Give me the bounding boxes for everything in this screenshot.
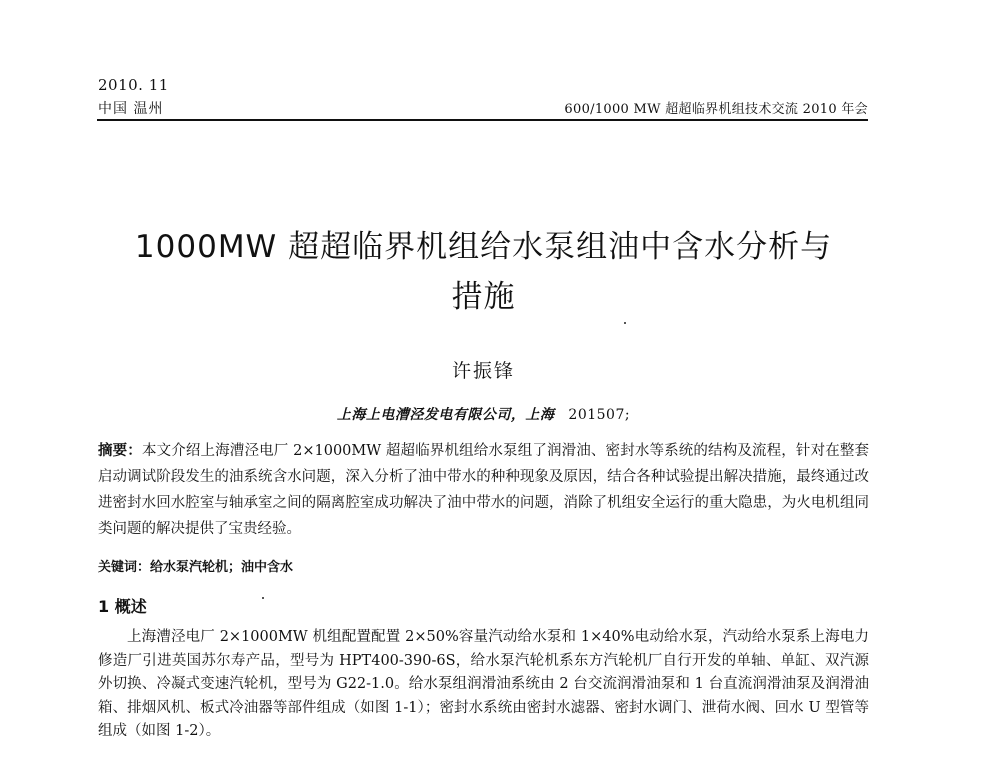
section-paragraph-overview: 上海漕泾电厂 2×1000MW 机组配置配置 2×50%容量汽动给水泵和 1×40%电动给水泵，汽动给水泵系上海电力修造厂引进英国苏尔寿产品，型号为 HPT400-390-6S，给水泵汽轮机系东方汽轮机厂自行开发的单轴、单缸、双汽源外切换、冷凝式变速汽轮机，型号为 G22-1.0。给水泵组润滑油系统由 2 台交流润滑油泵和 1 台直流润滑油泵及润滑油箱、排烟风机、板式冷油器等部件组成（如图 1-1）；密封水系统由密封水滤器、密封水调门、泄荷水阀、回水 U 型管等组成（如图 1-2）。 <box>98 629 869 739</box>
scan-speck <box>624 322 626 324</box>
abstract-label: 摘要： <box>98 442 142 459</box>
paper-title-line-1: 1000MW 超超临界机组给水泵组油中含水分析与 <box>134 229 833 265</box>
abstract <box>98 438 869 542</box>
header-rule <box>97 119 868 121</box>
keywords-text: 给水泵汽轮机；油中含水 <box>150 560 294 575</box>
abstract-text: 本文介绍上海漕泾电厂 2×1000MW 超超临界机组给水泵组了润滑油、密封水等系统的结构及流程，针对在整套启动调试阶段发生的油系统含水问题，深入分析了油中带水的种种现象及原因，结合各种试验提出解决措施，最终通过改进密封水回水腔室与轴承室之间的隔离腔室成功解决了油中带水的问题，消除了机组安全运行的重大隐患，为火电机组同类问题的解决提供了宝贵经验。 <box>98 443 869 537</box>
scan-speck <box>262 597 264 599</box>
header-date: 2010. 11 <box>98 76 169 94</box>
header-conference: 600/1000 MW 超超临界机组技术交流 2010 年会 <box>564 102 868 117</box>
paper-title-line-2: 措施 <box>451 279 516 315</box>
author-name: 许振锋 <box>451 360 515 382</box>
keywords <box>98 556 869 575</box>
affiliation-postcode: 201507; <box>568 407 631 423</box>
author-affiliation <box>98 404 869 424</box>
section-heading-overview: 1 概述 <box>98 597 147 616</box>
header-location: 中国 温州 <box>98 101 164 117</box>
affiliation-org: 上海上电漕泾发电有限公司，上海 <box>336 407 555 423</box>
paper-title <box>98 222 869 322</box>
keywords-label: 关键词： <box>98 560 151 575</box>
